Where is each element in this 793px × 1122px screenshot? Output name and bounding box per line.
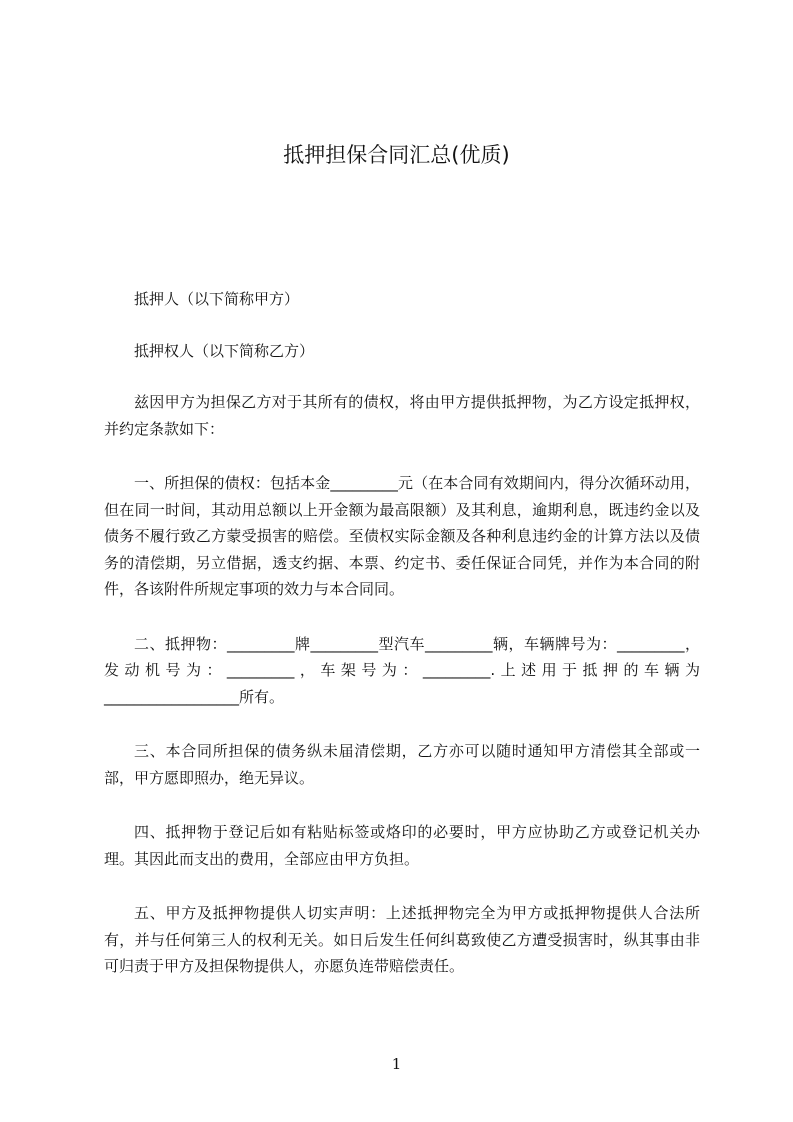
paragraph-preamble: 兹因甲方为担保乙方对于其所有的债权，将由甲方提供抵押物，为乙方设定抵押权，并约定条款如下： [104,393,700,438]
paragraph-clause-1: 一、所担保的债权：包括本金_________元（在本合同有效期间内，得分次循环动用，但在同一时间，其动用总额以上开金额为最高限额）及其利息，逾期利息，既违约金以及债务不履行致乙方蒙受损害的赔偿。至债权实际金额及各种利息违约金的计算方法以及债务的清偿期，另立借据，透支约据、本票、约定书、委任保证合同凭，并作为本合同的附件，各该附件所规定事项的效力与本合同同。 [104,474,700,598]
document-body [104,286,700,1008]
page-number: 1 [391,1055,402,1073]
paragraph-mortgagor: 抵押人（以下简称甲方） [134,290,300,308]
paragraph-clause-2: 二、抵押物：_________牌_________型汽车_________辆，车辆牌号为：_________，发动机号为：_________，车架号为：_________.上述用于抵押的车辆为__________________所有。 [104,634,700,706]
document-title: 抵押担保合同汇总(优质) [283,143,510,167]
paragraph-mortgagee: 抵押权人（以下简称乙方） [134,341,315,360]
paragraph-clause-5: 五、甲方及抵押物提供人切实声明：上述抵押物完全为甲方或抵押物提供人合法所有，并与任何第三人的权利无关。如日后发生任何纠葛致使乙方遭受损害时，纵其事由非可归责于甲方及担保物提供人，亦愿负连带赔偿责任。 [104,904,700,975]
paragraph-clause-4: 四、抵押物于登记后如有粘贴标签或烙印的必要时，甲方应协助乙方或登记机关办理。其因此而支出的费用，全部应由甲方负担。 [104,823,700,868]
paragraph-clause-3: 三、本合同所担保的债务纵未届清偿期，乙方亦可以随时通知甲方清偿其全部或一部，甲方愿即照办，绝无异议。 [104,742,700,787]
